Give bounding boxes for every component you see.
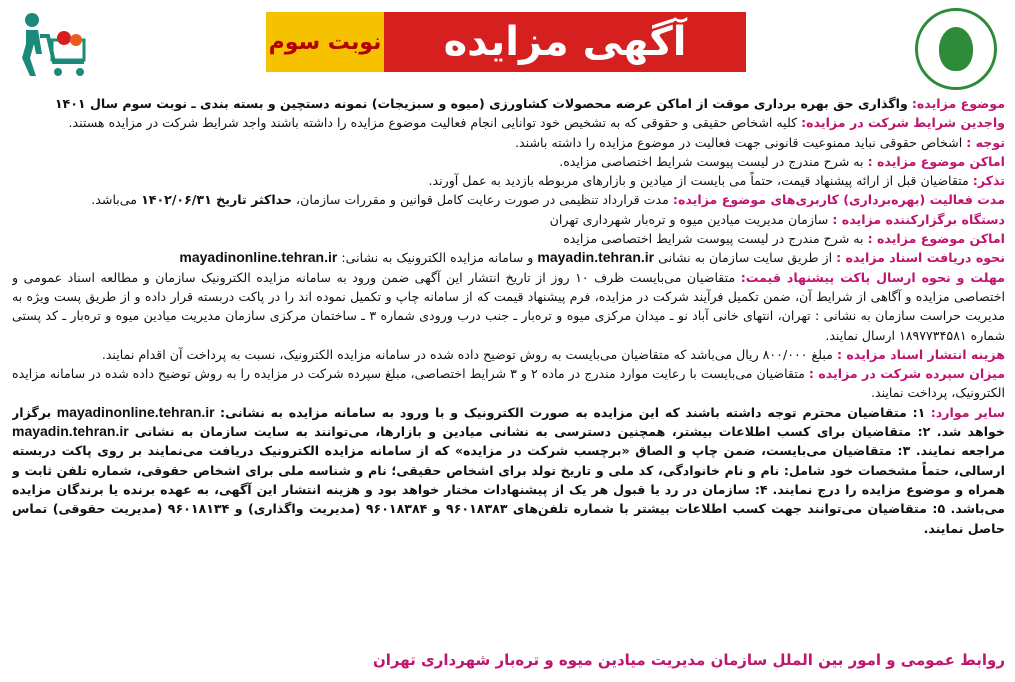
online-auction-link[interactable]: mayadinonline.tehran.ir [179, 249, 338, 266]
section-text: به شرح مندرج در لیست پیوست شرایط اختصاصی مزایده [563, 231, 864, 247]
section-other [12, 403, 1005, 538]
section-text: به شرح مندرج در لیست پیوست شرایط اختصاصی مزایده. [559, 153, 864, 169]
section-text-end: می‌باشد. [91, 192, 138, 208]
section-duration [12, 190, 1005, 209]
section-deadline [12, 268, 1005, 345]
section-locations [12, 152, 1005, 171]
section-label: واجدین شرایط شرکت در مزایده: [801, 115, 1005, 131]
section-organizer [12, 210, 1005, 229]
section-label: میزان سپرده شرکت در مزایده : [808, 366, 1005, 382]
section-eligibility [12, 113, 1005, 132]
section-text: سازمان مدیریت میادین میوه و تره‌بار شهرداری تهران [549, 211, 829, 227]
section-locations-2 [12, 229, 1005, 248]
notice-title: آگهی مزایده [384, 12, 746, 72]
notice-round-label: نوبت سوم [266, 12, 384, 72]
section-label: نحوه دریافت اسناد مزایده : [836, 250, 1005, 266]
section-note [12, 133, 1005, 152]
section-label: اماکن موضوع مزایده : [867, 231, 1005, 247]
section-text: کلیه اشخاص حقیقی و حقوقی که به تشخیص خود توانایی انجام فعالیت موضوع مزایده را داشته باشند واجد شرایط شرکت در مزایده هستند. [68, 115, 798, 131]
section-label: تذکر: [972, 173, 1005, 189]
section-deposit [12, 364, 1005, 403]
online-auction-link[interactable]: mayadinonline.tehran.ir [56, 403, 215, 420]
section-subject [12, 94, 1005, 113]
website-link[interactable]: mayadin.tehran.ir [537, 249, 655, 266]
website-link[interactable]: mayadin.tehran.ir [12, 423, 129, 440]
section-label: دستگاه برگزارکننده مزایده : [832, 211, 1005, 227]
section-label: توجه : [966, 134, 1005, 150]
section-label: موضوع مزایده: [911, 96, 1005, 111]
section-text: ۱: متقاضیان محترم توجه داشته باشند که این مزایده به صورت الکترونیک و با ورود به سامانه مزایده به نشانی: [220, 404, 926, 420]
section-label: مدت فعالیت (بهره‌برداری) کاربری‌های موضوع مزایده: [672, 192, 1005, 208]
section-text: اشخاص حقوقی نباید ممنوعیت قانونی جهت فعالیت در موضوع مزایده را داشته باشند. [515, 134, 963, 150]
person-shopping-cart-icon [14, 10, 94, 80]
section-fee [12, 345, 1005, 364]
section-label: مهلت و نحوه ارسال پاکت پیشنهاد قیمت: [740, 269, 1005, 285]
section-text: مبلغ ۸۰۰/۰۰۰ ریال می‌باشد که متقاضیان می‌بایست به روش توضیح داده شده در سامانه مزایده الکترونیک، نسبت به پرداخت آن اقدام نمایند. [101, 346, 833, 362]
notice-header [0, 0, 1015, 92]
section-text-mid: و سامانه مزایده الکترونیک به نشانی: [341, 250, 534, 266]
section-text: مراجعه نمایند. ۳: متقاضیان می‌بایست، ضمن چاپ و الصاق «برچسب شرکت در مزایده» که از سامانه مزایده الکترونیک دریافت می‌نمایند بر روی پاکت دربسته ارسالی، حتماً مشخصات خود شامل: نام و نام خانوادگی، کد ملی و تاریخ تولد برای اشخاص حقیقی؛ نام و شناسه ملی برای اشخاص حقوقی، شماره تلفن ثابت و همراه و موضوع مزایده را درج نمایند. ۴: سازمان در رد یا قبول هر یک از پیشنهادات مختار خواهد بود و هزینه انتشار این آگهی، به عهده برنده یا برندگان مزایده می‌باشد. ۵: متقاضیان می‌توانند جهت کسب اطلاعات بیشتر با شماره تلفن‌های ۹۶۰۱۸۳۸۳ و ۹۶۰۱۸۳۸۴ (مدیریت واگذاری) و ۹۶۰۱۸۱۳۴ (مدیریت حقوقی) تماس حاصل نمایند. [12, 443, 1005, 536]
notice-title-banner [266, 12, 746, 72]
section-label: سایر موارد: [930, 404, 1005, 420]
section-label: اماکن موضوع مزایده : [867, 153, 1005, 169]
section-documents [12, 248, 1005, 267]
notice-body [12, 94, 1005, 642]
section-label: هزینه انتشار اسناد مزایده : [836, 346, 1005, 362]
footer-signature: روابط عمومی و امور بین الملل سازمان مدیریت میادین میوه و تره‌بار شهرداری تهران [372, 651, 1005, 669]
section-text: مدت قرارداد تنظیمی در صورت رعایت کامل قوانین و مقررات سازمان، [296, 192, 669, 208]
municipality-logo-icon [915, 8, 997, 90]
section-text: واگذاری حق بهره برداری موقت از اماکن عرضه محصولات کشاورزی (میوه و سبزیجات) نمونه دستچین و بسته بندی ـ نوبت سوم سال ۱۴۰۱ [54, 96, 908, 111]
section-text: متقاضیان می‌بایست با رعایت موارد مندرج در ماده ۲ و ۳ شرایط اختصاصی، مبلغ سپرده شرکت در مزایده را به روش توضیح داده شده در سامانه مزایده الکترونیک، پرداخت نمایند. [12, 366, 1005, 401]
section-reminder [12, 171, 1005, 190]
section-text: متقاضیان می‌بایست ظرف ۱۰ روز از تاریخ انتشار این آگهی ضمن ورود به سامانه مزایده الکترونیک سازمان و مطالعه اسناد عمومی و اختصاصی مزایده و آگاهی از شرایط آن، ضمن تکمیل فرآیند شرکت در مزایده، فرم پیشنهاد قیمت که از سامانه چاپ و تکمیل نموده اند را در پاکت دربسته قرار داده و از طریق پست ویژه به مدیریت حراست سازمان به نشانی : تهران، انتهای خانی آباد نو ـ میدان مرکزی میوه و تره‌بار ـ جنب درب ورودی شماره ۳ ـ ساختمان مرکزی سازمان مدیریت میادین میوه و تره‌بار ـ کد پستی شماره ۱۸۹۷۷۳۴۵۸۱ ارسال نمایند. [12, 269, 1005, 343]
section-text: از طریق سایت سازمان به نشانی [658, 250, 833, 266]
deadline-date: حداکثر تاریخ ۱۴۰۲/۰۶/۳۱ [141, 192, 293, 208]
section-text: متقاضیان قبل از ارائه پیشنهاد قیمت، حتماً می بایست از میادین و بازارهای مربوطه بازدید به عمل آورند. [428, 173, 969, 189]
section-text: برگزار خواهد شد. ۲: متقاضیان برای کسب اطلاعات بیشتر، همچنین دسترسی به نشانی میادین و بازارها، می‌توانند به سایت سازمان به نشانی [12, 404, 1005, 440]
